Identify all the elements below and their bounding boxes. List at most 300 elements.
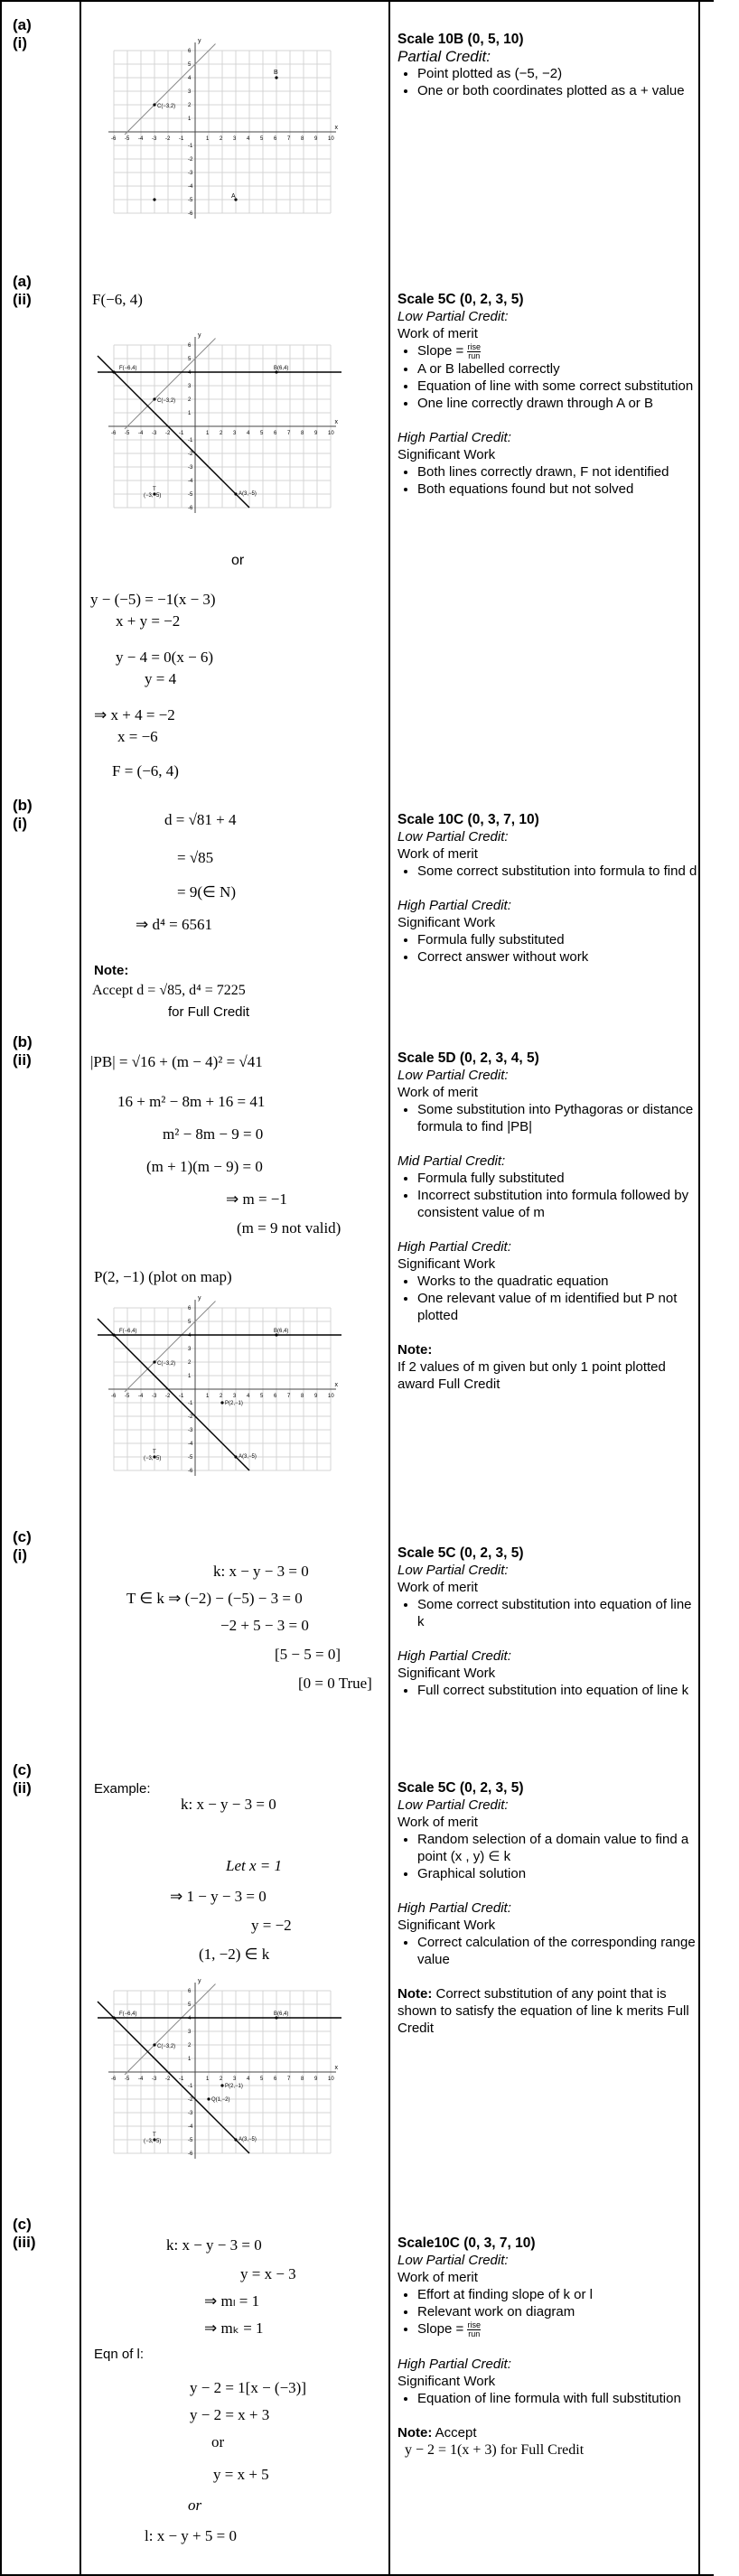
y-tick-label: 5 [188, 2002, 192, 2008]
x-tick-label: 5 [260, 136, 264, 142]
x-tick-label: -5 [125, 136, 130, 142]
y-tick-label: 1 [188, 1374, 192, 1379]
work-line: l: x − y + 5 = 0 [145, 2527, 237, 2544]
work-line: m² − 8m − 9 = 0 [163, 1125, 264, 1143]
x-tick-label: 2 [220, 431, 223, 436]
criterion-item: • Effort at finding slope of k or l [417, 2286, 700, 2303]
label-t-coords: (−3,−5) [144, 493, 162, 499]
x-tick-label: 4 [247, 2077, 250, 2082]
label-f: F(−6,4) [119, 366, 137, 371]
work-line: y = x + 5 [213, 2466, 269, 2483]
x-tick-label: -3 [152, 431, 157, 436]
column-divider-1 [80, 0, 81, 2576]
run: run [468, 2329, 481, 2338]
x-tick-label: -1 [179, 2077, 184, 2082]
criteria-a-ii [398, 291, 700, 498]
y-tick-label: 5 [188, 1320, 192, 1325]
point-b [275, 76, 277, 79]
work-line: ⇒ mₗ = 1 [204, 2292, 260, 2310]
x-tick-label: -6 [111, 2077, 117, 2082]
rise: rise [467, 341, 481, 351]
y-tick-label: -5 [188, 492, 193, 498]
y-tick-label: -3 [188, 1428, 193, 1433]
x-tick-label: 3 [233, 136, 237, 142]
work-line: d = √81 + 4 [164, 811, 237, 828]
x-tick-label: 2 [220, 1394, 223, 1399]
x-tick-label: 5 [260, 2077, 264, 2082]
y-axis-label: y [198, 1295, 201, 1302]
y-tick-label: -4 [188, 2124, 193, 2130]
scale-title: Scale 5D (0, 2, 3, 4, 5) [398, 1050, 539, 1066]
criterion-item [417, 2320, 700, 2338]
point-f [112, 370, 115, 373]
work-line: ⇒ x + 4 = −2 [94, 706, 175, 723]
line-l [125, 339, 216, 430]
work-line: y = x − 3 [240, 2265, 296, 2282]
scale-title: Scale 10C (0, 3, 7, 10) [398, 812, 539, 827]
y-tick-label: 3 [188, 1347, 192, 1352]
criterion-item: • Both lines correctly drawn, F not identified [417, 463, 700, 481]
work-line: k: x − y − 3 = 0 [213, 1563, 309, 1580]
x-tick-label: 1 [206, 2077, 210, 2082]
x-tick-label: 10 [328, 2077, 334, 2082]
x-tick-label: -4 [138, 2077, 144, 2082]
y-tick-label: 1 [188, 2057, 192, 2062]
criteria-b-ii [398, 1050, 700, 1393]
line-l [125, 1984, 216, 2076]
low-partial-title: Low Partial Credit: [398, 829, 509, 845]
scale-title: Scale 5C (0, 2, 3, 5) [398, 1545, 524, 1561]
criterion-item: • Formula fully substituted [417, 931, 700, 948]
work-line: k: x − y − 3 = 0 [181, 1796, 276, 1813]
high-partial-title: High Partial Credit: [398, 1648, 511, 1664]
work-line: k: x − y − 3 = 0 [166, 2236, 262, 2254]
or-text: or [231, 553, 245, 568]
y-tick-label: 2 [188, 103, 192, 108]
criterion-item: • Equation of line with some correct substitution [417, 378, 700, 395]
label-c: C(−3,2) [157, 104, 176, 109]
label-p: P(2,−1) [225, 1401, 243, 1406]
criterion-item: • Correct answer without work [417, 948, 700, 966]
point-f [112, 1333, 115, 1336]
x-tick-label: -3 [152, 2077, 157, 2082]
x-tick-label: 3 [233, 2077, 237, 2082]
label-b-ii: (b) (ii) [13, 1033, 33, 1069]
note-title: Note: [398, 2424, 433, 2441]
label-a: A(3,−5) [239, 491, 257, 497]
high-partial-title: High Partial Credit: [398, 1239, 511, 1255]
criterion-item: • Works to the quadratic equation [417, 1273, 700, 1290]
x-axis-label: x [334, 1382, 338, 1388]
note-title: Note: [398, 1342, 433, 1358]
y-tick-label: 6 [188, 343, 192, 349]
work-of-merit: Work of merit [398, 846, 478, 862]
x-tick-label: 3 [233, 1394, 237, 1399]
scale-title: Scale 5C (0, 2, 3, 5) [398, 292, 524, 307]
x-tick-label: -3 [152, 136, 157, 142]
work-line: x + y = −2 [116, 612, 181, 630]
note-text: Accept [432, 2424, 477, 2441]
label-c: C(−3,2) [157, 398, 176, 404]
y-tick-label: -6 [188, 2151, 193, 2157]
line-ab [98, 356, 249, 508]
label-a-ii: (a) (ii) [13, 273, 32, 308]
label-a-i: (a) (i) [13, 16, 32, 51]
y-tick-label: 5 [188, 357, 192, 362]
work-line: y − 2 = x + 3 [190, 2406, 270, 2423]
x-tick-label: 8 [301, 2077, 304, 2082]
x-tick-label: 10 [328, 136, 334, 142]
significant-work: Significant Work [398, 1666, 496, 1681]
work-line: ⇒ m = −1 [226, 1190, 287, 1208]
x-tick-label: 1 [206, 431, 210, 436]
y-tick-label: -6 [188, 506, 193, 511]
x-tick-label: -1 [179, 136, 184, 142]
scale-title: Scale 5C (0, 2, 3, 5) [398, 1780, 524, 1796]
work-line: 16 + m² − 8m + 16 = 41 [117, 1093, 266, 1110]
criteria-b-i [398, 811, 700, 966]
x-tick-label: -5 [125, 431, 130, 436]
point-a [234, 1455, 237, 1458]
plot-instruction: P(2, −1) (plot on map) [94, 1268, 232, 1285]
criterion-item: • Graphical solution [417, 1865, 700, 1882]
low-partial-title: Low Partial Credit: [398, 309, 509, 324]
y-tick-label: 2 [188, 397, 192, 403]
work-line: y − (−5) = −1(x − 3) [90, 591, 216, 608]
label-t-coords: (−3,−5) [144, 2139, 162, 2144]
graph-b-ii [94, 1293, 383, 1510]
work-of-merit: Work of merit [398, 1085, 478, 1100]
x-tick-label: -4 [138, 1394, 144, 1399]
point-c [153, 397, 155, 400]
x-tick-label: -2 [165, 1394, 171, 1399]
point-t [153, 198, 155, 201]
x-tick-label: -2 [165, 2077, 171, 2082]
y-tick-label: 3 [188, 2030, 192, 2035]
work-line: Let x = 1 [226, 1857, 282, 1874]
criterion-item: • Full correct substitution into equation of line k [417, 1682, 700, 1699]
work-line: ⇒ 1 − y − 3 = 0 [170, 1888, 267, 1905]
point-a [234, 492, 237, 495]
y-tick-label: -5 [188, 2138, 193, 2143]
x-tick-label: 1 [206, 1394, 210, 1399]
label-b-i: (b) (i) [13, 797, 33, 832]
rise-over-run [467, 2321, 481, 2338]
criterion-item: • Incorrect substitution into formula followed by consistent value of m [417, 1187, 700, 1221]
y-tick-label: -5 [188, 1455, 193, 1461]
x-tick-label: -6 [111, 431, 117, 436]
y-tick-label: 4 [188, 76, 192, 81]
label-f: F(−6,4) [119, 2011, 137, 2017]
work-line: [5 − 5 = 0] [275, 1646, 341, 1663]
x-tick-label: 9 [314, 2077, 318, 2082]
criterion-item: • Equation of line formula with full substitution [417, 2390, 700, 2407]
work-line: (1, −2) ∈ k [199, 1946, 270, 1963]
y-tick-label: 2 [188, 1360, 192, 1366]
label-q: Q(1,−2) [211, 2097, 230, 2103]
work-line: ⇒ d⁴ = 6561 [136, 916, 213, 933]
mid-partial-title: Mid Partial Credit: [398, 1153, 506, 1169]
point-f [112, 2016, 115, 2019]
y-axis-label: y [198, 38, 201, 44]
x-axis-label: x [334, 2065, 338, 2071]
y-tick-label: -5 [188, 198, 193, 203]
x-tick-label: 9 [314, 431, 318, 436]
x-tick-label: 4 [247, 431, 250, 436]
x-tick-label: 3 [233, 431, 237, 436]
x-tick-label: 10 [328, 1394, 334, 1399]
y-tick-label: -1 [188, 438, 193, 443]
significant-work: Significant Work [398, 2373, 496, 2389]
table-border-left [0, 0, 2, 2576]
label-a: A(3,−5) [239, 2137, 257, 2142]
label-t: T [153, 487, 156, 492]
x-tick-label: -3 [152, 1394, 157, 1399]
column-divider-2 [388, 0, 390, 2576]
work-line: = √85 [177, 849, 214, 866]
x-tick-label: 9 [314, 136, 318, 142]
graph-a-i [94, 36, 383, 253]
low-partial-title: Low Partial Credit: [398, 2253, 509, 2268]
label-t: T [153, 1450, 156, 1455]
criterion-item: • Both equations found but not solved [417, 481, 700, 498]
x-tick-label: 5 [260, 431, 264, 436]
label-p: P(2,−1) [225, 2084, 243, 2089]
x-tick-label: -1 [179, 431, 184, 436]
note-block [398, 1985, 700, 2037]
graph-c-ii [94, 1976, 383, 2193]
note-line: for Full Credit [168, 1004, 250, 1020]
y-tick-label: 6 [188, 1989, 192, 1994]
point-c [153, 103, 155, 106]
criterion-item: • One or both coordinates plotted as a + value [417, 82, 700, 99]
y-tick-label: -4 [188, 184, 193, 190]
y-axis-label: y [198, 1978, 201, 1984]
x-tick-label: 2 [220, 136, 223, 142]
label-a: A [231, 193, 236, 200]
x-tick-label: 6 [274, 136, 277, 142]
line-ab [98, 1319, 249, 1470]
criterion-item: • One relevant value of m identified but P not plotted [417, 1290, 700, 1324]
work-of-merit: Work of merit [398, 326, 478, 341]
x-tick-label: 1 [206, 136, 210, 142]
label-c-ii: (c) (ii) [13, 1761, 32, 1797]
label-f: F(−6,4) [119, 1329, 137, 1334]
x-tick-label: 7 [287, 136, 291, 142]
criterion-item: • Point plotted as (−5, −2) [417, 65, 700, 82]
point-c [153, 2043, 155, 2046]
y-tick-label: -3 [188, 465, 193, 471]
note-equation: y − 2 = 1(x + 3) for Full Credit [405, 2441, 585, 2458]
y-tick-label: -3 [188, 2111, 193, 2116]
point-f: F(−6, 4) [92, 291, 143, 308]
label-c: C(−3,2) [157, 1361, 176, 1367]
x-tick-label: 9 [314, 1394, 318, 1399]
work-of-merit: Work of merit [398, 1815, 478, 1830]
x-tick-label: 8 [301, 1394, 304, 1399]
point-c [153, 1360, 155, 1363]
criterion-item: • Correct calculation of the corresponding range value [417, 1934, 700, 1968]
slope-label: Slope = [417, 2321, 468, 2337]
criteria-c-i [398, 1545, 700, 1699]
work-line: x = −6 [117, 728, 158, 745]
high-partial-title: High Partial Credit: [398, 898, 511, 913]
label-c: C(−3,2) [157, 2044, 176, 2049]
work-line: = 9(∈ N) [177, 883, 236, 901]
eqn-label: Eqn of l: [94, 2347, 145, 2362]
work-line: [0 = 0 True] [298, 1675, 372, 1692]
y-tick-label: 3 [188, 89, 192, 95]
x-tick-label: -1 [179, 1394, 184, 1399]
y-tick-label: 6 [188, 1306, 192, 1311]
point-p [220, 1401, 223, 1404]
criterion-item [417, 342, 700, 360]
label-a: A(3,−5) [239, 1454, 257, 1460]
x-tick-label: -5 [125, 1394, 130, 1399]
y-tick-label: 3 [188, 384, 192, 389]
x-tick-label: 6 [274, 1394, 277, 1399]
rise: rise [467, 2319, 481, 2329]
line-l [125, 1302, 216, 1393]
x-tick-label: 6 [274, 431, 277, 436]
x-tick-label: 8 [301, 136, 304, 142]
x-tick-label: 6 [274, 2077, 277, 2082]
y-axis-label: y [198, 332, 201, 339]
work-line: y = −2 [251, 1917, 292, 1934]
y-tick-label: -6 [188, 1469, 193, 1474]
x-tick-label: 2 [220, 2077, 223, 2082]
y-tick-label: -1 [188, 144, 193, 149]
scale-title: Scale 10B (0, 5, 10) [398, 32, 524, 47]
y-tick-label: 2 [188, 2043, 192, 2049]
point-a [234, 2138, 237, 2141]
x-tick-label: 7 [287, 1394, 291, 1399]
x-tick-label: 7 [287, 431, 291, 436]
significant-work: Significant Work [398, 1918, 496, 1933]
label-b: B(6,4) [274, 2011, 289, 2017]
work-line: (m + 1)(m − 9) = 0 [146, 1158, 263, 1175]
criteria-c-iii [398, 2235, 700, 2459]
x-axis-label: x [334, 125, 338, 131]
high-partial-title: High Partial Credit: [398, 429, 511, 445]
y-tick-label: -2 [188, 452, 193, 457]
note-title: Note: [398, 1986, 433, 2002]
criterion-item: • One line correctly drawn through A or B [417, 395, 700, 412]
work-line: or [188, 2497, 202, 2514]
low-partial-title: Low Partial Credit: [398, 1563, 509, 1578]
x-axis-label: x [334, 419, 338, 425]
note-text: If 2 values of m given but only 1 point plotted award Full Credit [398, 1359, 666, 1392]
rise-over-run [467, 343, 481, 360]
criterion-item: • Some correct substitution into formula to find d [417, 863, 700, 880]
criterion-item: • Some substitution into Pythagoras or distance formula to find |PB| [417, 1101, 700, 1135]
x-tick-label: 10 [328, 431, 334, 436]
point-p [220, 2084, 223, 2086]
x-tick-label: -4 [138, 136, 144, 142]
partial-credit-title: Partial Credit: [398, 48, 491, 65]
x-tick-label: 7 [287, 2077, 291, 2082]
criterion-item: • Some correct substitution into equation of line k [417, 1596, 700, 1630]
work-line: F = (−6, 4) [112, 762, 179, 779]
line-ab [98, 2002, 249, 2153]
criterion-item: • Relevant work on diagram [417, 2303, 700, 2320]
note-line: Accept d = √85, d⁴ = 7225 [92, 983, 246, 998]
work-of-merit: Work of merit [398, 1580, 478, 1595]
label-t: T [153, 2133, 156, 2138]
y-tick-label: -1 [188, 2084, 193, 2089]
note-text: Correct substitution of any point that is shown to satisfy the equation of line k merits Full Credit [398, 1986, 689, 2036]
high-partial-title: High Partial Credit: [398, 2356, 511, 2372]
x-tick-label: -4 [138, 431, 144, 436]
criteria-a-i [398, 31, 700, 99]
x-tick-label: -2 [165, 136, 171, 142]
x-tick-label: -6 [111, 1394, 117, 1399]
work-of-merit: Work of merit [398, 2270, 478, 2285]
y-tick-label: -2 [188, 2097, 193, 2103]
work-line: T ∈ k ⇒ (−2) − (−5) − 3 = 0 [126, 1590, 303, 1607]
y-tick-label: -4 [188, 479, 193, 484]
y-tick-label: -2 [188, 157, 193, 163]
y-tick-label: 1 [188, 117, 192, 122]
work-line: y − 2 = 1[x − (−3)] [190, 2379, 306, 2396]
low-partial-title: Low Partial Credit: [398, 1068, 509, 1083]
work-line: (m = 9 not valid) [237, 1219, 341, 1237]
y-tick-label: 6 [188, 49, 192, 54]
note-block [398, 2424, 700, 2441]
y-tick-label: 4 [188, 2016, 192, 2021]
work-line: y = 4 [145, 670, 177, 687]
slope-label: Slope = [417, 343, 468, 359]
row-divider-top [0, 0, 714, 2]
label-b: B(6,4) [274, 366, 289, 371]
criteria-c-ii [398, 1779, 700, 2037]
y-tick-label: 1 [188, 411, 192, 416]
example-label: Example: [94, 1781, 151, 1797]
y-tick-label: 4 [188, 1333, 192, 1339]
y-tick-label: -4 [188, 1442, 193, 1447]
y-tick-label: -3 [188, 171, 193, 176]
work-line: y − 4 = 0(x − 6) [116, 649, 214, 666]
y-tick-label: -6 [188, 211, 193, 217]
x-tick-label: 4 [247, 136, 250, 142]
low-partial-title: Low Partial Credit: [398, 1797, 509, 1813]
label-c-iii: (c) (iii) [13, 2216, 36, 2251]
significant-work: Significant Work [398, 915, 496, 930]
criterion-item: • Random selection of a domain value to find a point (x , y) ∈ k [417, 1831, 700, 1865]
work-line: |PB| = √16 + (m − 4)² = √41 [90, 1053, 263, 1070]
y-tick-label: 4 [188, 370, 192, 376]
work-line: or [211, 2433, 225, 2450]
criterion-item: • A or B labelled correctly [417, 360, 700, 378]
x-tick-label: -2 [165, 431, 171, 436]
significant-work: Significant Work [398, 1256, 496, 1272]
label-c-i: (c) (i) [13, 1528, 32, 1563]
y-tick-label: -1 [188, 1401, 193, 1406]
x-tick-label: -6 [111, 136, 117, 142]
note-title: Note: [94, 963, 129, 978]
significant-work: Significant Work [398, 446, 496, 462]
point-q [207, 2097, 210, 2100]
criterion-item: • Formula fully substituted [417, 1170, 700, 1187]
label-t-coords: (−3,−5) [144, 1456, 162, 1461]
x-tick-label: 8 [301, 431, 304, 436]
work-line: ⇒ mₖ = 1 [204, 2319, 264, 2337]
high-partial-title: High Partial Credit: [398, 1900, 511, 1916]
work-line: −2 + 5 − 3 = 0 [220, 1617, 309, 1634]
run: run [468, 350, 481, 360]
x-tick-label: -5 [125, 2077, 130, 2082]
y-tick-label: -2 [188, 1414, 193, 1420]
